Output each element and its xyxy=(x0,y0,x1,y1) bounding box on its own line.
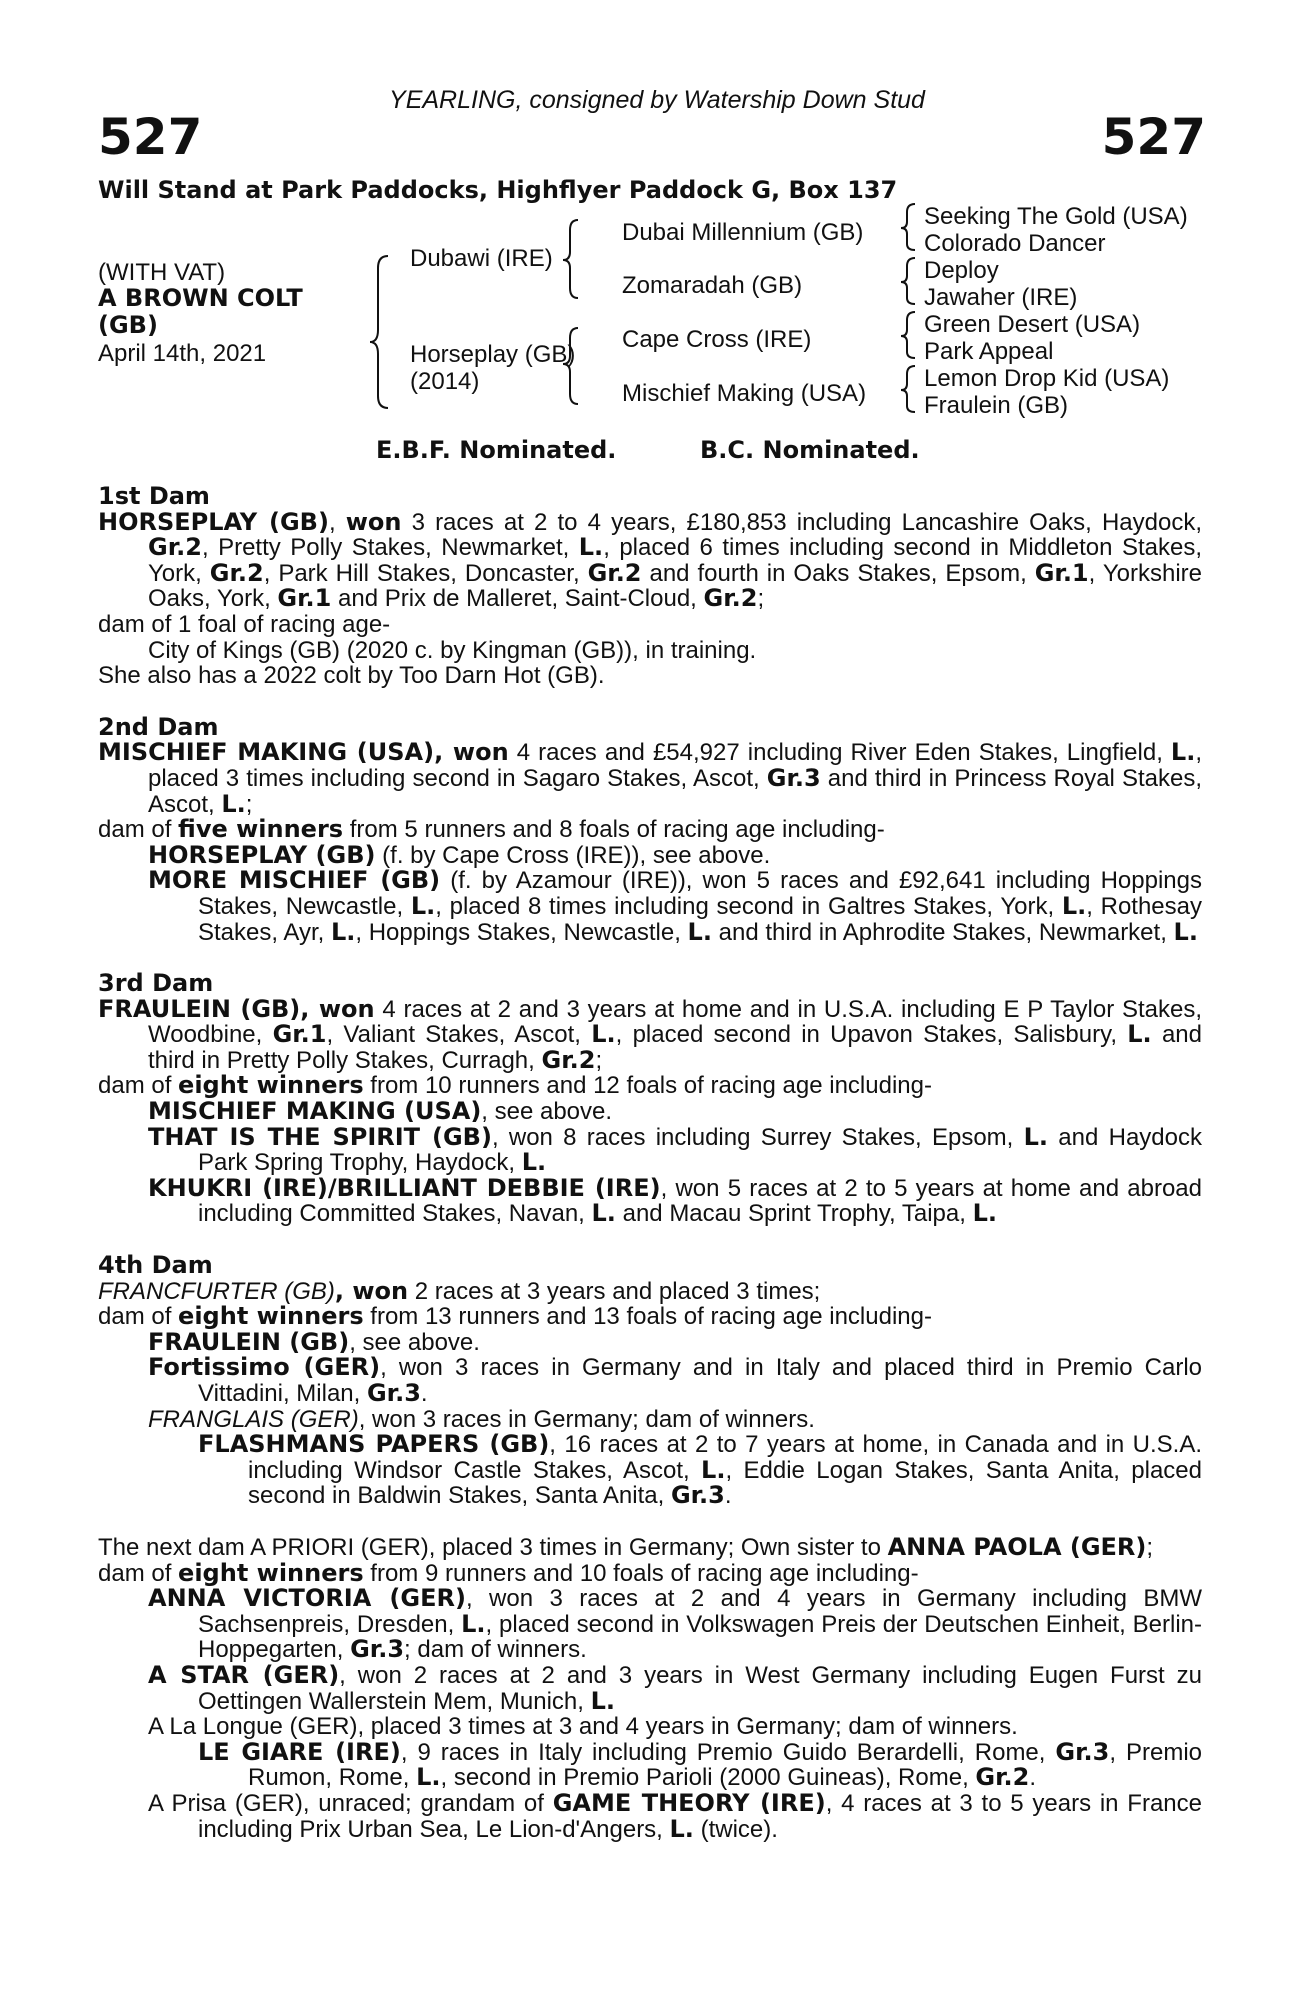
listed: L. xyxy=(972,1199,998,1228)
text: , won 3 races at 2 and 4 years in Germany including BMW Sachsenpreis, Dresden, xyxy=(198,1585,1202,1638)
horse-name: FRANCFURTER (GB) xyxy=(98,1277,335,1305)
text: and third in Princess Royal Stakes, Ascot, xyxy=(148,764,1203,818)
grade: Gr.2 xyxy=(209,558,264,587)
pedigree-ddd: Fraulein (GB) xyxy=(924,392,1069,419)
horse-name: THAT IS THE SPIRIT (GB) xyxy=(148,1122,492,1151)
fourth-dam-heading: 4th Dam xyxy=(98,1251,213,1280)
grade: Gr.2 xyxy=(703,584,758,613)
next-dam-foals-summary xyxy=(98,1558,1202,1587)
pedigree-ssd: Colorado Dancer xyxy=(924,230,1106,257)
listed: L. xyxy=(687,917,712,946)
text: dam of xyxy=(98,1303,179,1331)
listed: L. xyxy=(1061,891,1087,920)
horse-name: ANNA PAOLA (GER) xyxy=(887,1532,1147,1561)
third-dam-foals-summary xyxy=(98,1073,1202,1099)
grade: Gr.1 xyxy=(1034,558,1089,587)
text: , second in Premio Parioli (2000 Guineas), Rome, xyxy=(440,1764,976,1792)
horse-name: HORSEPLAY (GB) xyxy=(98,507,329,536)
text: , placed 3 times including second in Sagaro Stakes, Ascot, xyxy=(148,739,1203,792)
bc-nomination: B.C. Nominated. xyxy=(700,436,920,464)
text: , Valiant Stakes, Ascot, xyxy=(326,1021,592,1049)
grade: Gr.3 xyxy=(350,1635,405,1664)
text: and third in Aphrodite Stakes, Newmarket, xyxy=(711,918,1174,946)
listed: L. xyxy=(410,891,436,920)
horse-name: FRAULEIN (GB) xyxy=(148,1327,350,1356)
listed: L. xyxy=(1170,738,1196,767)
pedigree-dss: Green Desert (USA) xyxy=(924,311,1141,338)
listed: L. xyxy=(590,1686,616,1715)
grade: Gr.2 xyxy=(975,1763,1030,1792)
pedigree-dam: Horseplay (GB) xyxy=(410,341,576,368)
winners-count: five winners xyxy=(178,815,344,844)
text: , placed second in Volkswagen Preis der Deutschen Einheit, Berlin-Hoppegarten, xyxy=(198,1610,1202,1664)
text: . xyxy=(420,1380,428,1407)
text: ; xyxy=(245,790,253,818)
text: and fourth in Oaks Stakes, Epsom, xyxy=(641,559,1035,587)
grade: Gr.3 xyxy=(670,1481,725,1510)
grade: Gr.2 xyxy=(148,533,202,562)
horse-name: FRAULEIN (GB) xyxy=(98,994,301,1023)
text: , see above. xyxy=(349,1328,480,1356)
text: dam of xyxy=(98,816,179,844)
listed: L. xyxy=(1127,1020,1152,1049)
pedigree-sire-sire: Dubai Millennium (GB) xyxy=(622,219,864,246)
horse-name: FLASHMANS PAPERS (GB) xyxy=(198,1430,550,1459)
listed: L. xyxy=(591,1199,616,1228)
listed: L. xyxy=(701,1455,726,1484)
won-label: , won xyxy=(334,1276,409,1305)
produce-entry xyxy=(98,1173,1203,1228)
winners-count: eight winners xyxy=(178,1302,364,1331)
text: , 4 races at 3 to 5 years in France including Prix Urban Sea, Le Lion-d'Angers, xyxy=(198,1789,1202,1843)
listed: L. xyxy=(1173,917,1198,946)
horse-name: MISCHIEF MAKING (USA) xyxy=(98,738,435,767)
produce-entry xyxy=(98,1122,1202,1177)
grade: Gr.2 xyxy=(587,558,642,587)
text: , placed 8 times including second in Galtres Stakes, York, xyxy=(435,892,1062,920)
text: A Prisa (GER), unraced; grandam of xyxy=(148,1789,553,1817)
text: from 13 runners and 13 foals of racing age including- xyxy=(363,1303,932,1331)
produce-entry xyxy=(98,1407,1202,1433)
grade: Gr.3 xyxy=(1055,1737,1110,1766)
listed: L. xyxy=(578,533,604,562)
pedigree-sss: Seeking The Gold (USA) xyxy=(924,203,1188,230)
lot-number-right: 527 xyxy=(1101,108,1206,166)
listed: L. xyxy=(416,1763,441,1792)
pedigree-dsd: Park Appeal xyxy=(924,338,1054,365)
catalogue-body xyxy=(98,484,1202,1842)
produce-entry xyxy=(98,1432,1202,1509)
text: and Prix de Malleret, Saint-Cloud, xyxy=(331,585,704,613)
second-dam-heading: 2nd Dam xyxy=(98,712,219,741)
text: (twice). xyxy=(693,1815,778,1843)
text: ; xyxy=(757,585,765,613)
winners-count: eight winners xyxy=(178,1558,364,1587)
third-dam-record xyxy=(98,994,1203,1074)
pedigree-dam-sire: Cape Cross (IRE) xyxy=(622,326,812,353)
won-label: , won xyxy=(300,994,375,1023)
pedigree-sds: Deploy xyxy=(924,257,999,284)
first-dam-foals-summary: dam of 1 foal of racing age- xyxy=(98,610,391,638)
text: from 5 runners and 8 foals of racing age including- xyxy=(343,816,885,844)
horse-name: MISCHIEF MAKING (USA) xyxy=(148,1097,482,1126)
winners-count: eight winners xyxy=(178,1071,364,1100)
text: , placed 6 times including second in Middleton Stakes, York, xyxy=(148,534,1202,587)
pedigree-dds: Lemon Drop Kid (USA) xyxy=(924,365,1170,392)
won-label: won xyxy=(345,507,402,536)
horse-name: GAME THEORY (IRE) xyxy=(552,1788,826,1817)
horse-name: Fortissimo (GER) xyxy=(148,1353,381,1382)
text: ; xyxy=(595,1046,603,1074)
grade: Gr.1 xyxy=(277,584,332,613)
text: (f. by Cape Cross (IRE)), see above. xyxy=(375,841,771,869)
grade: Gr.3 xyxy=(366,1379,421,1407)
listed: L. xyxy=(330,917,356,946)
pedigree-sire-dam: Zomaradah (GB) xyxy=(622,272,803,299)
text: ; xyxy=(1146,1533,1154,1561)
text: dam of xyxy=(98,1559,179,1587)
grade: Gr.3 xyxy=(766,763,821,792)
text: , won 3 races in Germany and in Italy and placed third in Premio Carlo Vittadini, Milan, xyxy=(198,1354,1203,1407)
text: 4 races and £54,927 including River Eden Stakes, Lingfield, xyxy=(508,739,1171,767)
text: , Rothesay Stakes, Ayr, xyxy=(198,892,1203,946)
second-dam-record xyxy=(98,740,1202,817)
produce-entry xyxy=(98,840,1202,869)
text: The next dam A PRIORI (GER), placed 3 times in Germany; Own sister to xyxy=(98,1533,888,1561)
text: , won 5 races at 2 to 5 years at home and abroad including Committed Stakes, Navan, xyxy=(198,1174,1203,1228)
horse-name: FRANGLAIS (GER) xyxy=(148,1405,359,1433)
listed: L. xyxy=(1023,1122,1049,1151)
horse-name: KHUKRI (IRE)/BRILLIANT DEBBIE (IRE) xyxy=(148,1173,661,1202)
fourth-dam-record xyxy=(98,1276,1202,1305)
won-label: , won xyxy=(434,738,509,767)
text: 4 races at 2 and 3 years at home and in U.S.A. including E P Taylor Stakes, Woodbine, xyxy=(148,995,1203,1049)
produce-entry xyxy=(98,1660,1202,1715)
fourth-dam-foals-summary xyxy=(98,1304,1202,1330)
text: , won 3 races in Germany; dam of winners. xyxy=(358,1405,815,1433)
text: , Park Hill Stakes, Doncaster, xyxy=(263,559,588,587)
third-dam-heading: 3rd Dam xyxy=(98,969,214,998)
first-dam-record xyxy=(98,507,1203,613)
text: and Macau Sprint Trophy, Taipa, xyxy=(615,1200,973,1228)
foaling-date: April 14th, 2021 xyxy=(98,340,267,367)
listed: L. xyxy=(521,1148,547,1177)
text: , Yorkshire Oaks, York, xyxy=(148,559,1202,613)
produce-entry xyxy=(98,868,1202,945)
text: . xyxy=(724,1482,732,1510)
next-dam-record xyxy=(98,1532,1202,1561)
pedigree-sire: Dubawi (IRE) xyxy=(410,245,553,272)
horse-description: A BROWN COLT (GB) xyxy=(98,284,303,339)
text: , Eddie Logan Stakes, Santa Anita, placed second in Baldwin Stakes, Santa Anita, xyxy=(248,1456,1203,1510)
text: and third in Pretty Polly Stakes, Curragh, xyxy=(148,1021,1202,1074)
produce-entry xyxy=(98,1327,1202,1356)
text: ; dam of winners. xyxy=(404,1636,587,1664)
horse-name: MORE MISCHIEF (GB) xyxy=(148,866,441,895)
vat-note: (WITH VAT) xyxy=(98,259,226,286)
text: 3 races at 2 to 4 years, £180,853 including Lancashire Oaks, Haydock, xyxy=(401,508,1203,536)
text: , Premio Rumon, Rome, xyxy=(248,1738,1203,1792)
horse-name: LE GIARE (IRE) xyxy=(198,1737,401,1766)
produce-entry xyxy=(98,1355,1202,1406)
text: , Pretty Polly Stakes, Newmarket, xyxy=(201,534,579,562)
text: , 9 races in Italy including Premio Guido Berardelli, Rome, xyxy=(400,1738,1056,1766)
text: , won 2 races at 2 and 3 years in West Germany including Eugen Furst zu Oettingen Wallerstein Mem, Munich, xyxy=(198,1661,1202,1715)
first-dam-heading: 1st Dam xyxy=(98,482,210,510)
text: from 9 runners and 10 foals of racing age including- xyxy=(363,1559,919,1587)
text: . xyxy=(1029,1764,1037,1792)
ebf-nomination: E.B.F. Nominated. xyxy=(376,436,617,464)
pedigree-dam-dam: Mischief Making (USA) xyxy=(622,380,867,407)
pedigree-dam-year: (2014) xyxy=(410,368,480,395)
text: , 16 races at 2 to 7 years at home, in Canada and in U.S.A. including Windsor Castle Stakes, Ascot, xyxy=(248,1431,1203,1484)
listed: L. xyxy=(221,789,246,818)
listed: L. xyxy=(461,1609,486,1638)
grade: Gr.2 xyxy=(541,1045,596,1074)
lot-number-left: 527 xyxy=(98,108,203,166)
text: 2 races at 3 years and placed 3 times; xyxy=(408,1277,821,1305)
consignor-line: YEARLING, consigned by Watership Down Stud xyxy=(389,86,925,114)
stand-location: Will Stand at Park Paddocks, Highflyer Paddock G, Box 137 xyxy=(98,176,898,204)
produce-entry xyxy=(98,1586,1202,1663)
text: (f. by Azamour (IRE)), won 5 races and £92,641 including Hoppings Stakes, Newcastle, xyxy=(198,867,1202,920)
text: , see above. xyxy=(481,1098,613,1126)
first-dam-note: She also has a 2022 colt by Too Darn Hot (GB). xyxy=(98,662,605,690)
first-dam-foal: City of Kings (GB) (2020 c. by Kingman (GB)), in training. xyxy=(148,636,757,664)
produce-entry: A La Longue (GER), placed 3 times at 3 and 4 years in Germany; dam of winners. xyxy=(148,1713,1018,1741)
grade: Gr.1 xyxy=(272,1020,327,1049)
listed: L. xyxy=(669,1814,694,1843)
text: dam of xyxy=(98,1072,179,1100)
text: , won 8 races including Surrey Stakes, Epsom, xyxy=(491,1123,1024,1151)
text: , Hoppings Stakes, Newcastle, xyxy=(355,918,688,946)
listed: L. xyxy=(591,1020,616,1049)
horse-name: HORSEPLAY (GB) xyxy=(148,840,376,869)
text: from 10 runners and 12 foals of racing age including- xyxy=(363,1072,932,1100)
produce-entry xyxy=(98,1099,1202,1125)
text: and Haydock Park Spring Trophy, Haydock, xyxy=(198,1123,1202,1177)
text: , placed second in Upavon Stakes, Salisbury, xyxy=(615,1021,1128,1049)
text-comma: , xyxy=(328,508,346,536)
produce-entry xyxy=(98,1788,1202,1843)
horse-name: A STAR (GER) xyxy=(148,1660,340,1689)
produce-entry xyxy=(98,1737,1203,1792)
second-dam-foals-summary xyxy=(98,817,1202,843)
horse-name: ANNA VICTORIA (GER) xyxy=(148,1584,466,1613)
pedigree-sdd: Jawaher (IRE) xyxy=(924,284,1078,311)
